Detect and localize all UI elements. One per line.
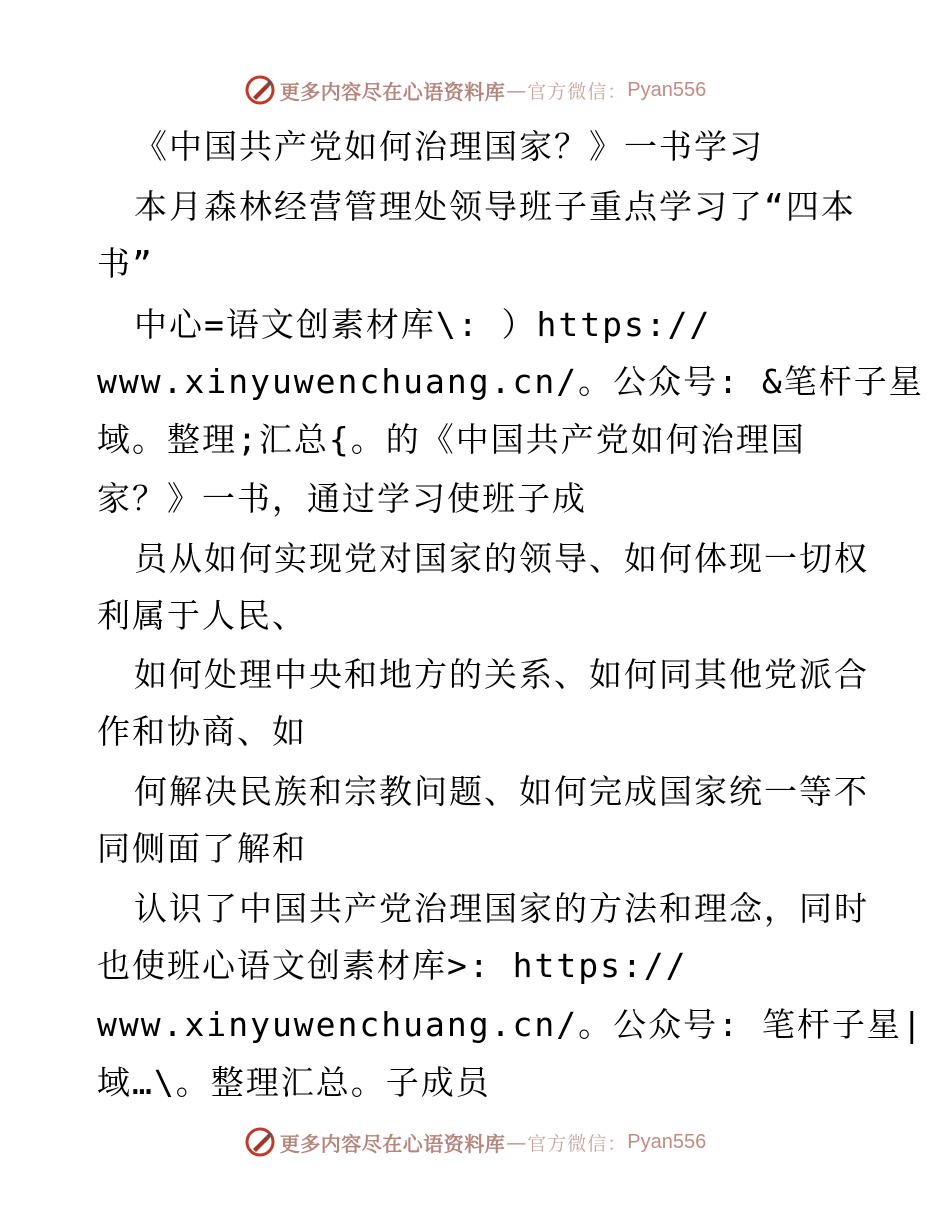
text-line: 书” [97,244,154,283]
banner-slogan: 更多内容尽在心语资料库 [279,1131,506,1156]
banner-separator: — [506,78,527,102]
text-line: 利属于人民、 [97,596,307,635]
doc-title: 《中国共产党如何治理国家？》一书学习 [134,127,764,166]
text-line: 域。整理;汇总{。的《中国共产党如何治理国 [97,420,806,459]
text-line: 家？》一书，通过学习使班子成 [97,479,587,518]
text-line: 员从如何实现党对国家的领导、如何体现一切权 [134,539,869,578]
text-line: 作和协商、如 [97,712,307,751]
banner-separator: — [506,1130,527,1154]
footer-banner [0,1122,950,1162]
pen-logo-icon [244,74,276,106]
text-line: www.xinyuwenchuang.cn/。公众号: 笔杆子星| [97,1005,924,1044]
text-line: 同侧面了解和 [97,829,307,868]
banner-wechat-id: Pyan556 [627,1130,707,1153]
text-line: 域…\。整理汇总。子成员 [97,1063,491,1102]
text-line: www.xinyuwenchuang.cn/。公众号: &笔杆子星 [97,362,924,401]
text-line: 本月森林经营管理处领导班子重点学习了“四本 [134,187,856,226]
text-line: 认识了中国共产党治理国家的方法和理念，同时 [134,889,869,928]
banner-wechat-id: Pyan556 [627,78,707,101]
text-line: 如何处理中央和地方的关系、如何同其他党派合 [134,655,869,694]
header-banner [0,70,950,110]
text-line: 何解决民族和宗教问题、如何完成国家统一等不 [134,772,869,811]
pen-logo-icon [244,1126,276,1158]
banner-wechat-label: 官方微信： [527,1132,628,1155]
text-line: 中心=语文创素材库\: ）https:// [134,305,712,344]
banner-wechat-label: 官方微信： [527,80,628,103]
banner-slogan: 更多内容尽在心语资料库 [279,79,506,104]
text-line: 也使班心语文创素材库>: https:// [97,946,688,985]
